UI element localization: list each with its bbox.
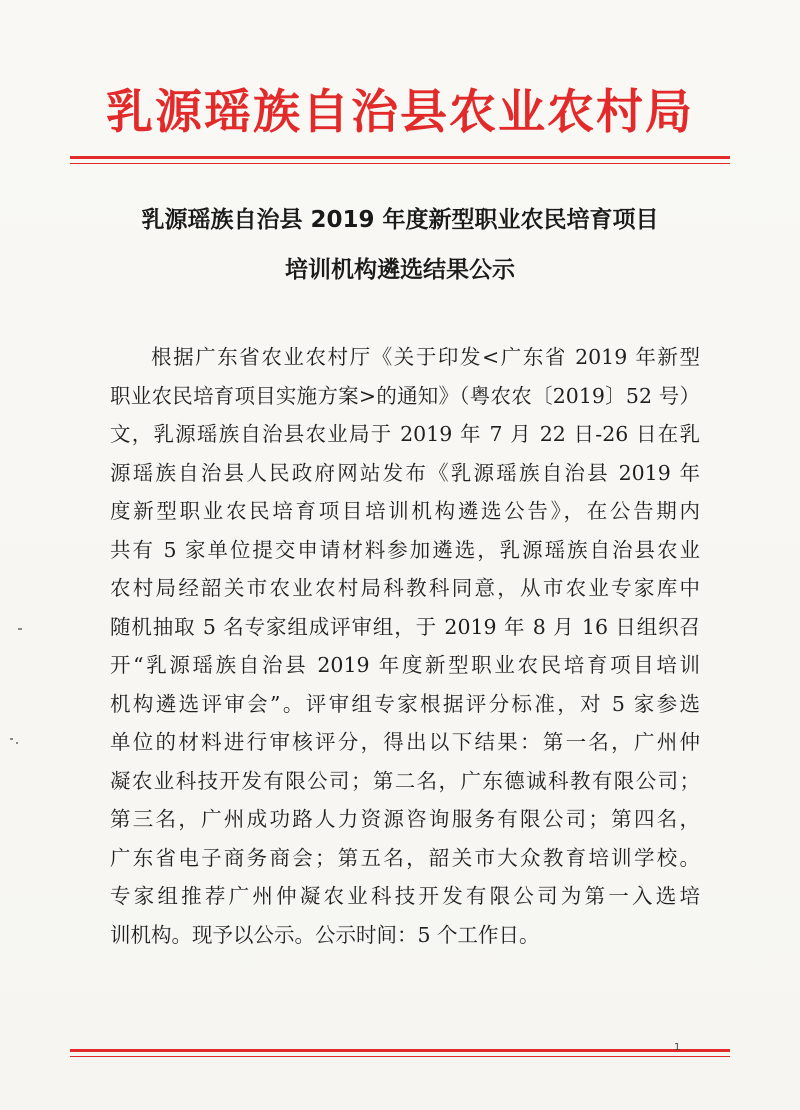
body-line: 文，乳源瑶族自治县农业局于 2019 年 7 月 22 日-26 日在乳 xyxy=(110,422,700,446)
document-title-line-1: 乳源瑶族自治县 2019 年度新型职业农民培育项目 xyxy=(141,207,659,233)
body-line: 开“乳源瑶族自治县 2019 年度新型职业农民培育项目培训 xyxy=(110,653,700,677)
body-line: 单位的材料进行审核评分，得出以下结果：第一名，广州仲 xyxy=(110,730,700,754)
scan-speck xyxy=(18,628,22,630)
letterhead-org-name: 乳源瑶族自治县农业农村局 xyxy=(106,85,694,140)
body-line: 机构遴选评审会”。评审组专家根据评分标准，对 5 家参选 xyxy=(110,691,700,716)
body-line: 农村局经韶关市农业农村局科教科同意，从市农业专家库中 xyxy=(110,576,700,600)
body-line: 第三名，广州成功路人力资源咨询服务有限公司；第四名， xyxy=(110,807,700,831)
body-line: 训机构。现予以公示。公示时间：5 个工作日。 xyxy=(110,922,540,947)
document-body xyxy=(110,338,700,954)
body-line: 随机抽取 5 名专家组成评审组，于 2019 年 8 月 16 日组织召 xyxy=(110,614,700,639)
body-line: 职业农民培育项目实施方案>的通知》（粤农农〔2019〕52 号） xyxy=(110,383,700,408)
scan-speck xyxy=(16,742,18,744)
body-line: 根据广东省农业农村厅《关于印发<广东省 2019 年新型 xyxy=(151,345,700,369)
scan-speck xyxy=(10,738,13,740)
body-line: 共有 5 家单位提交申请材料参加遴选，乳源瑶族自治县农业 xyxy=(110,537,700,562)
footer-red-rule-thin xyxy=(70,1056,730,1057)
body-line: 专家组推荐广州仲凝农业科技开发有限公司为第一入选培 xyxy=(110,884,700,908)
body-line: 广东省电子商务商会；第五名，韶关市大众教育培训学校。 xyxy=(110,845,700,870)
letterhead-red-rule-thick xyxy=(70,156,730,159)
body-line: 度新型职业农民培育项目培训机构遴选公告》，在公告期内 xyxy=(110,499,700,523)
body-line: 凝农业科技开发有限公司；第二名，广东德诚科教有限公司； xyxy=(110,768,700,793)
document-title-line-2: 培训机构遴选结果公示 xyxy=(285,257,515,283)
footer-red-rule-thick xyxy=(70,1049,730,1052)
page-number: 1 xyxy=(674,1042,681,1053)
body-line: 源瑶族自治县人民政府网站发布《乳源瑶族自治县 2019 年 xyxy=(110,460,700,485)
letterhead-red-rule-thin xyxy=(70,163,730,164)
